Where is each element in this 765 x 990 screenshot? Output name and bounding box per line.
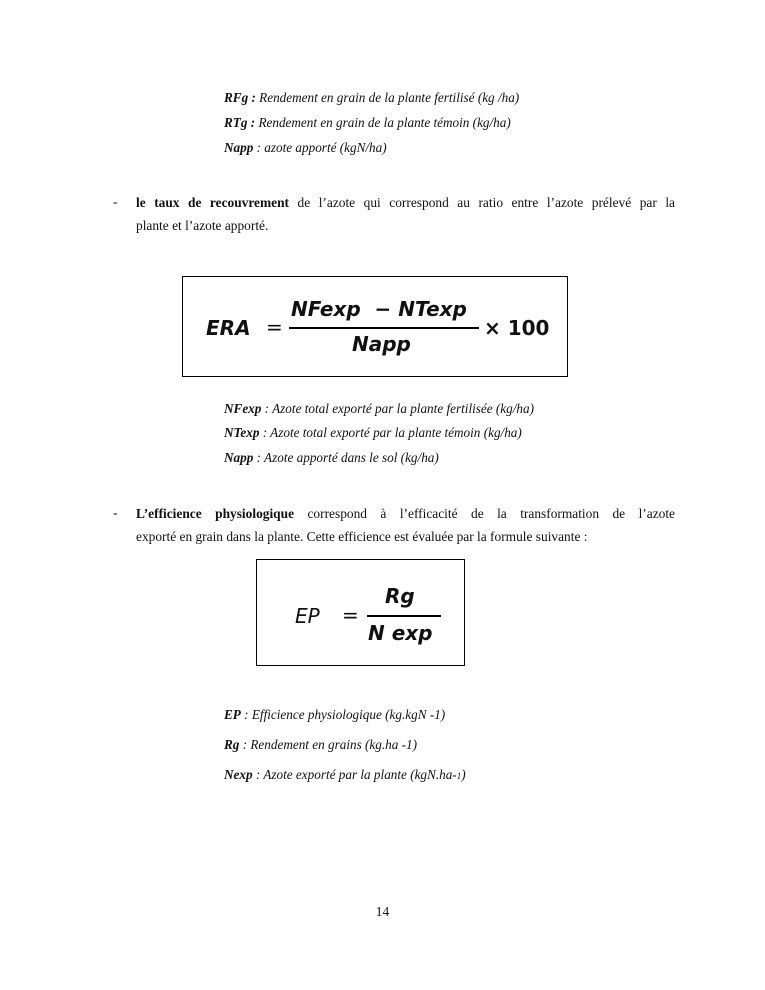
- definition-term: RFg :: [224, 90, 256, 105]
- definition-term: Nexp: [224, 767, 253, 782]
- formula-denominator: Napp: [352, 332, 411, 356]
- fraction-bar: [367, 615, 441, 617]
- paragraph-line-1: [136, 191, 675, 214]
- definition-term: Napp: [224, 140, 254, 155]
- paragraph-text: correspond à l’efficacité de la transformation de l’azote: [294, 506, 676, 521]
- paragraph-text: de l’azote qui correspond au ratio entre l’azote prélevé par la: [289, 195, 675, 210]
- paragraph-bold-term: L’efficience physiologique: [136, 506, 295, 521]
- paragraph-physiological-efficiency: [136, 502, 675, 548]
- definition-term: RTg :: [224, 115, 256, 130]
- formula-equals: =: [266, 315, 283, 339]
- formula-multiplier: × 100: [484, 316, 550, 340]
- formula-ep-box: [256, 559, 465, 666]
- definition-nexp: [224, 767, 466, 783]
- formula-lhs: ERA: [206, 316, 251, 340]
- formula-numerator: NFexp − NTexp: [291, 297, 467, 321]
- definition-rg: [224, 737, 417, 753]
- definition-desc: : Azote total exporté par la plante témoin (kg/ha): [259, 425, 522, 440]
- definition-nfexp: [224, 401, 534, 417]
- formula-equals: =: [342, 603, 359, 627]
- formula-era-box: [182, 276, 568, 377]
- definition-term: Napp: [224, 450, 254, 465]
- definition-desc: : Efficience physiologique (kg.kgN -1): [240, 707, 446, 722]
- paragraph-bold-term: le taux de recouvrement: [136, 195, 290, 210]
- paragraph-line-2: plante et l’azote apporté.: [136, 218, 269, 233]
- definition-rtg: [224, 115, 511, 131]
- definition-desc: Rendement en grain de la plante témoin (kg/ha): [255, 115, 511, 130]
- definition-desc: : Azote exporté par la plante (kgN.ha-: [252, 767, 457, 782]
- definition-ep: [224, 707, 445, 723]
- definition-ntexp: [224, 425, 522, 441]
- definition-napp: [224, 140, 387, 156]
- paragraph-line-2: exporté en grain dans la plante. Cette efficience est évaluée par la formule suivante :: [136, 529, 588, 544]
- definition-napp-sol: [224, 450, 439, 466]
- bullet-dash: -: [113, 194, 118, 209]
- bullet-dash: -: [113, 505, 118, 520]
- formula-numerator: Rg: [385, 584, 415, 608]
- definition-tail: ): [461, 767, 466, 782]
- paragraph-line-1: [136, 502, 675, 525]
- definition-sub: 1: [456, 771, 462, 781]
- definition-desc: : azote apporté (kgN/ha): [253, 140, 387, 155]
- paragraph-recovery-rate: [136, 191, 675, 237]
- definition-term: NFexp: [224, 401, 262, 416]
- definition-desc: : Azote total exporté par la plante fertilisée (kg/ha): [261, 401, 534, 416]
- definition-desc: : Azote apporté dans le sol (kg/ha): [253, 450, 439, 465]
- definition-rfg: [224, 90, 519, 106]
- definition-desc: : Rendement en grains (kg.ha -1): [239, 737, 418, 752]
- definition-term: NTexp: [224, 425, 260, 440]
- definition-term: Rg: [224, 737, 240, 752]
- definition-term: EP: [224, 707, 241, 722]
- formula-lhs: EP: [295, 604, 320, 628]
- fraction-bar: [289, 327, 479, 329]
- page-number: 14: [375, 904, 390, 919]
- definition-desc: Rendement en grain de la plante fertilisé (kg /ha): [255, 90, 520, 105]
- formula-denominator: N exp: [368, 621, 433, 645]
